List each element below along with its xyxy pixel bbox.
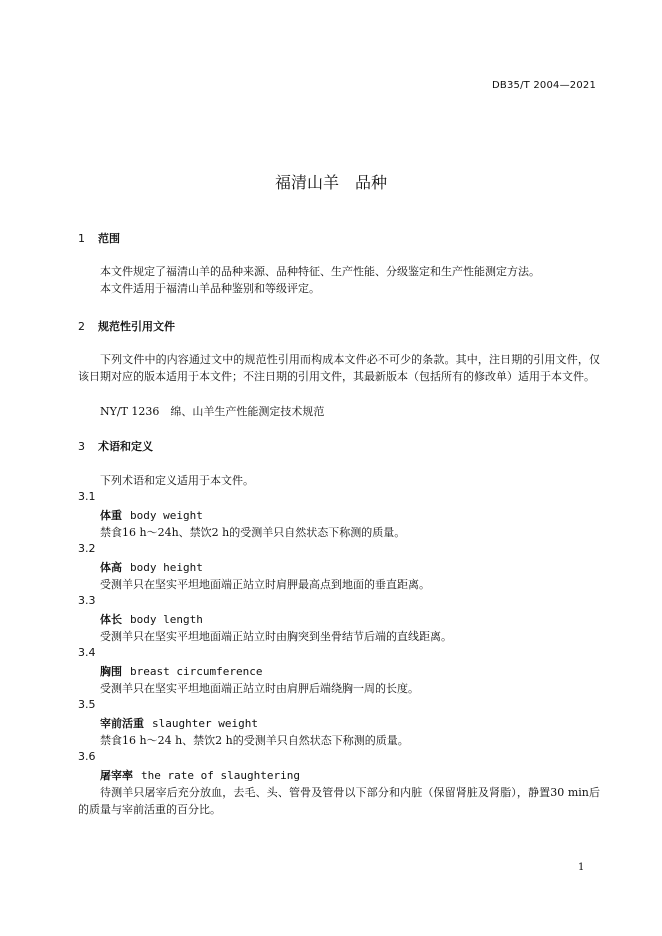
term-definition: 禁食16 h～24h、禁饮2 h的受测羊只自然状态下称测的质量。 [100, 526, 406, 539]
term-definition: 待测羊只屠宰后充分放血，去毛、头、管骨及管骨以下部分和内脏（保留肾脏及肾脂），静置30 min后的质量与宰前活重的百分比。 [78, 786, 600, 816]
term-entry [100, 767, 300, 783]
scope-paragraph-2: 本文件适用于福清山羊品种鉴别和等级评定。 [100, 282, 320, 295]
page-number: 1 [578, 862, 585, 873]
term-chinese: 体高 [100, 561, 122, 574]
section-number: 2 [78, 320, 85, 333]
references-paragraph: 下列文件中的内容通过文中的规范性引用而构成本文件必不可少的条款。其中，注日期的引用文件，仅该日期对应的版本适用于本文件；不注日期的引用文件，其最新版本（包括所有的修改单）适用于本文件。 [78, 353, 600, 383]
term-chinese: 宰前活重 [100, 717, 144, 730]
reference-item: NY/T 1236 绵、山羊生产性能测定技术规范 [100, 405, 325, 418]
term-chinese: 体重 [100, 509, 122, 522]
clause-number: 3.2 [78, 542, 96, 555]
section-title: 范围 [98, 232, 120, 245]
section-number: 1 [78, 232, 85, 245]
clause-number: 3.6 [78, 750, 96, 763]
term-entry [100, 559, 203, 575]
term-english: body length [130, 613, 203, 626]
term-english: the rate of slaughtering [141, 769, 300, 782]
term-definition: 受测羊只在坚实平坦地面端正站立时由肩胛后端绕胸一周的长度。 [100, 682, 419, 695]
term-definition: 受测羊只在坚实平坦地面端正站立时肩胛最高点到地面的垂直距离。 [100, 578, 430, 591]
section-heading-references [78, 318, 175, 334]
term-english: body height [130, 561, 203, 574]
term-chinese: 屠宰率 [100, 769, 133, 782]
section-number: 3 [78, 440, 85, 453]
clause-number: 3.1 [78, 490, 96, 503]
term-entry [100, 715, 258, 731]
section-heading-terms [78, 438, 153, 454]
standard-code: DB35/T 2004—2021 [492, 80, 597, 91]
section-heading-scope [78, 230, 120, 246]
scope-paragraph-1: 本文件规定了福清山羊的品种来源、品种特征、生产性能、分级鉴定和生产性能测定方法。 [100, 265, 540, 278]
clause-number: 3.4 [78, 646, 96, 659]
term-chinese: 胸围 [100, 665, 122, 678]
clause-number: 3.3 [78, 594, 96, 607]
term-entry [100, 663, 262, 679]
term-entry [100, 507, 203, 523]
section-title: 规范性引用文件 [98, 320, 175, 333]
clause-number: 3.5 [78, 698, 96, 711]
term-definition: 禁食16 h～24 h、禁饮2 h的受测羊只自然状态下称测的质量。 [100, 734, 409, 747]
term-english: body weight [130, 509, 203, 522]
term-english: slaughter weight [152, 717, 258, 730]
document-title: 福清山羊 品种 [274, 173, 387, 192]
term-entry [100, 611, 203, 627]
terms-intro: 下列术语和定义适用于本文件。 [100, 474, 254, 487]
term-chinese: 体长 [100, 613, 122, 626]
term-english: breast circumference [130, 665, 263, 678]
term-definition: 受测羊只在坚实平坦地面端正站立时由胸突到坐骨结节后端的直线距离。 [100, 630, 452, 643]
section-title: 术语和定义 [98, 440, 153, 453]
